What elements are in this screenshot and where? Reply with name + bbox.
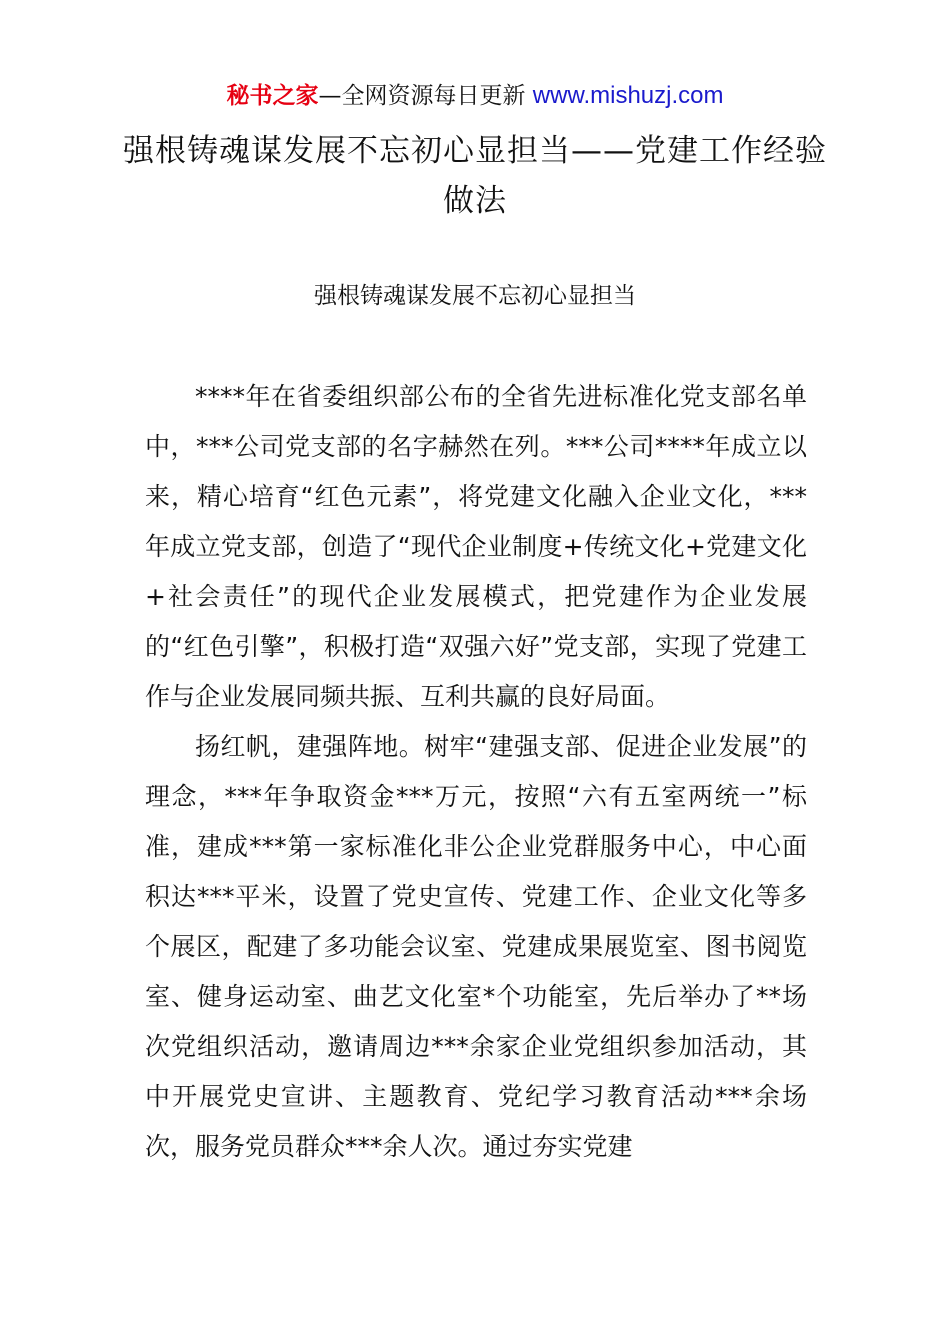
document-body (145, 372, 807, 1172)
document-subtitle: 强根铸魂谋发展不忘初心显担当 (314, 283, 636, 309)
document-title: 强根铸魂谋发展不忘初心显担当——党建工作经验做法 (123, 133, 827, 219)
site-url-link[interactable]: www.mishuzj.com (532, 82, 724, 109)
paragraph: ****年在省委组织部公布的全省先进标准化党支部名单中，***公司党支部的名字赫然在列。***公司****年成立以来，精心培育“红色元素”，将党建文化融入企业文化，***年成立党支部，创造了“现代企业制度+传统文化+党建文化+社会责任”的现代企业发展模式，把党建作为企业发展的“红色引擎”，积极打造“双强六好”党支部，实现了党建工作与企业发展同频共振、互利共赢的良好局面。 (145, 382, 807, 711)
site-brand: 秘书之家 (226, 83, 319, 109)
site-tagline: —全网资源每日更新 (318, 83, 526, 109)
paragraph: 扬红帆，建强阵地。树牢“建强支部、促进企业发展”的理念，***年争取资金***万元，按照“六有五室两统一”标准，建成***第一家标准化非公企业党群服务中心，中心面积达***平米，设置了党史宣传、党建工作、企业文化等多个展区，配建了多功能会议室、党建成果展览室、图书阅览室、健身运动室、曲艺文化室*个功能室，先后举办了**场次党组织活动，邀请周边***余家企业党组织参加活动，其中开展党史宣讲、主题教育、党纪学习教育活动***余场次，服务党员群众***余人次。通过夯实党建 (145, 732, 807, 1161)
site-banner (0, 80, 950, 112)
